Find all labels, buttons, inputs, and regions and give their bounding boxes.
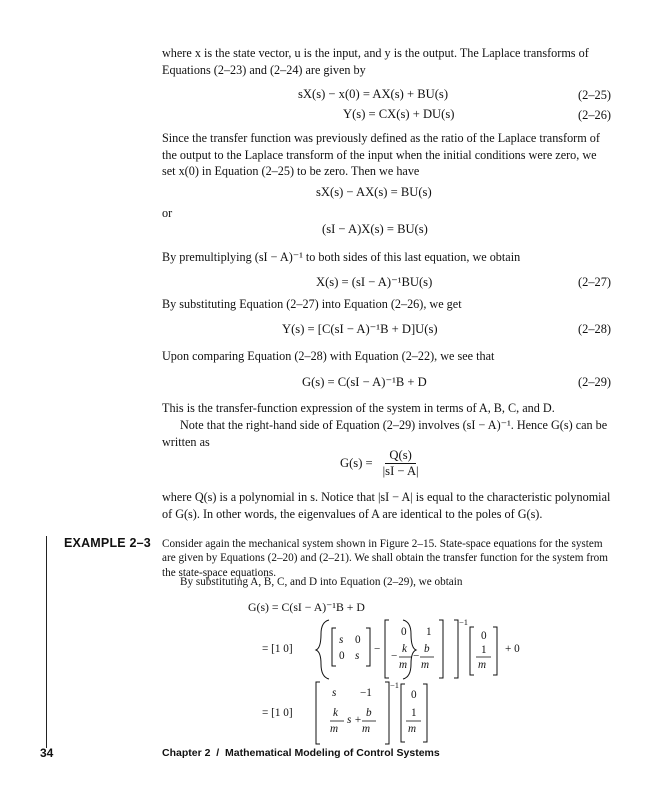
matrix-4-s-plus: s + <box>347 714 362 726</box>
equation-number-2-27: (2–27) <box>578 275 612 289</box>
equation-state-zero-ic: sX(s) − AX(s) = BU(s) <box>316 185 432 199</box>
example-equation-2-prefix: = [1 0] <box>262 643 293 655</box>
equation-2-27: X(s) = (sI − A)⁻¹BU(s) <box>316 275 433 289</box>
or-text: or <box>162 206 173 220</box>
paragraph-premultiply: By premultiplying (sI − A)⁻¹ to both sides of this last equation, we obtain <box>162 250 521 264</box>
matrix-4-numerator: b <box>366 707 372 719</box>
matrix-1-entry: s <box>339 634 344 646</box>
matrix-4-denominator: m <box>330 723 339 735</box>
matrix-2-minus: − <box>413 650 420 662</box>
example-paragraph: Consider again the mechanical system shown in Figure 2–15. State-space equations for the system are given by Equations (2–20) and (2–21). We shall obtain the transfer function for the system from the state-space equations. <box>162 538 608 579</box>
equation-2-26: Y(s) = CX(s) + DU(s) <box>343 107 455 121</box>
matrix-4-denominator: m <box>362 723 371 735</box>
matrix-4-entry: s <box>332 687 337 699</box>
equation-g-lhs: G(s) = <box>340 456 373 470</box>
matrix-5-denominator: m <box>408 723 417 735</box>
matrix-1-entry: 0 <box>339 650 345 662</box>
paragraph-compare: Upon comparing Equation (2–28) with Equation (2–22), we see that <box>162 349 495 363</box>
paragraph-characteristic-polynomial: where Q(s) is a polynomial in s. Notice that |sI − A| is equal to the characteristic polynomial of G(s). In other words, the eigenvalues of A are identical to the poles of G(s). <box>162 490 611 521</box>
minus-sign: − <box>374 643 381 655</box>
paragraph-intro: where x is the state vector, u is the input, and y is the output. The Laplace transforms of Equations (2–23) and (2–24) are given by <box>162 46 589 77</box>
matrix-2-minus: − <box>391 650 398 662</box>
equation-number-2-25: (2–25) <box>578 88 612 102</box>
matrix-1-entry: s <box>355 650 360 662</box>
matrix-5-numerator: 1 <box>411 707 417 719</box>
equation-number-2-28: (2–28) <box>578 322 612 336</box>
inverse-superscript: −1 <box>459 617 469 627</box>
fraction-numerator: Q(s) <box>385 448 415 464</box>
paragraph-transfer-expression: This is the transfer-function expression of the system in terms of A, B, C, and D. <box>162 401 555 415</box>
matrix-4-entry: −1 <box>360 687 372 699</box>
example-equation-3-prefix: = [1 0] <box>262 707 293 719</box>
fraction-denominator: |sI − A| <box>382 464 419 478</box>
equation-2-28: Y(s) = [C(sI − A)⁻¹B + D]U(s) <box>282 322 438 336</box>
paragraph-substitute: By substituting Equation (2–27) into Equation (2–26), we get <box>162 297 462 311</box>
running-footer: Chapter 2 / Mathematical Modeling of Control Systems <box>162 747 440 759</box>
paragraph-transfer-function-definition: Since the transfer function was previously defined as the ratio of the Laplace transform of the output to the Laplace transform of the input when the initial conditions were zero, we set x(0) in Equation (2–25) to be zero. Then we have <box>162 131 600 179</box>
matrix-2-denominator: m <box>421 659 430 671</box>
matrix-2-numerator: b <box>424 643 430 655</box>
equation-number-2-29: (2–29) <box>578 375 612 389</box>
example-label: EXAMPLE 2–3 <box>64 536 151 550</box>
example-paragraph-substitute: By substituting A, B, C, and D into Equation (2–29), we obtain <box>180 576 463 588</box>
equation-number-2-26: (2–26) <box>578 108 612 122</box>
matrix-3-denominator: m <box>478 659 487 671</box>
matrix-3-numerator: 1 <box>481 644 487 656</box>
matrix-5-entry: 0 <box>411 689 417 701</box>
matrix-2-denominator: m <box>399 659 408 671</box>
matrix-3-entry: 0 <box>481 630 487 642</box>
equation-factored: (sI − A)X(s) = BU(s) <box>322 222 428 236</box>
paragraph-note: Note that the right-hand side of Equation (2–29) involves (sI − A)⁻¹. Hence G(s) can be written as <box>162 418 608 449</box>
equation-2-29: G(s) = C(sI − A)⁻¹B + D <box>302 375 427 389</box>
matrix-2-entry: 0 <box>401 626 407 638</box>
matrix-4-numerator: k <box>333 707 338 719</box>
plus-zero: + 0 <box>505 643 520 655</box>
matrix-2-numerator: k <box>402 643 407 655</box>
matrix-2-entry: 1 <box>426 626 432 638</box>
example-equation-1: G(s) = C(sI − A)⁻¹B + D <box>248 600 365 614</box>
equation-2-25: sX(s) − x(0) = AX(s) + BU(s) <box>298 87 449 101</box>
matrix-1-entry: 0 <box>355 634 361 646</box>
inverse-superscript: −1 <box>390 680 400 690</box>
page-number: 34 <box>40 746 54 760</box>
